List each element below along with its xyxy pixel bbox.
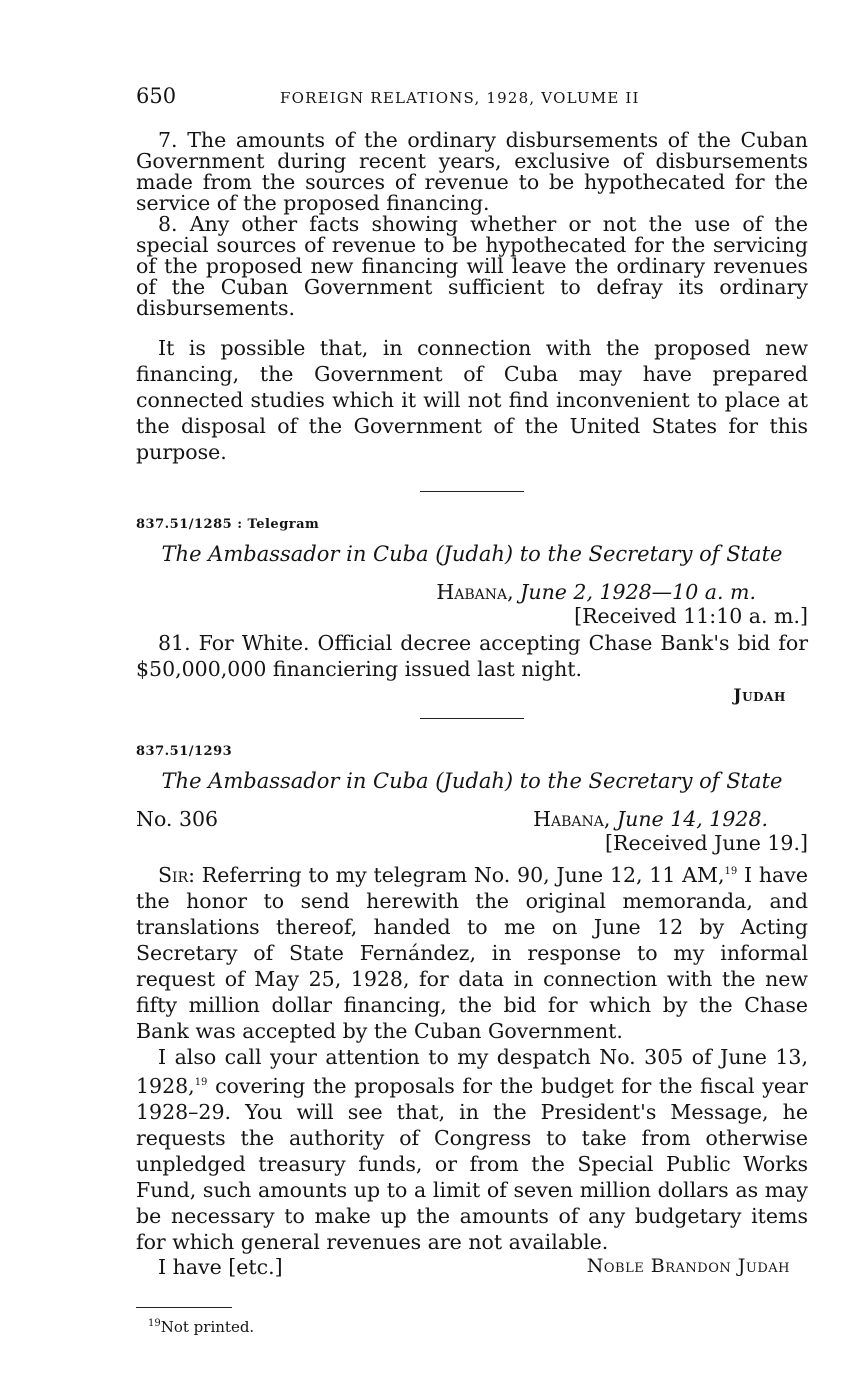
closing-line [136, 1255, 808, 1279]
dateline-date: June 2, 1928—10 a. m. [520, 580, 756, 604]
received-note: [Received 11:10 a. m.] [574, 604, 808, 628]
salutation: Sir: [158, 862, 196, 887]
dateline-place: Habana, [436, 580, 514, 604]
footnote-text: Not printed. [160, 1317, 255, 1336]
dateline [136, 580, 808, 604]
footnote-ref: 19 [194, 1076, 208, 1088]
despatch-paragraph-1: Sir: Referring to my telegram No. 90, June 12, 11 AM,$^{19}$ I have the honor to send herewith the original memoranda, and translations thereof, handed to me on June 12 by Acting Secretary of State Fernández, in response to my informal request of May 25, 1928, for data in connection with the new fifty million dollar financing, the bid for which by the Chase Bank was accepted by the Cuban Government. [136, 862, 808, 1043]
dateline-date: June 14, 1928. [616, 807, 768, 831]
signature-noble-brandon-judah: Noble Brandon Judah [586, 1254, 790, 1277]
document-title: The Ambassador in Cuba (Judah) to the Secretary of State [161, 769, 783, 793]
list-item-7: 7. The amounts of the ordinary disbursements of the Cuban Government during recent years, exclusive of disbursements made from the sources of revenue to be hypothecated for the service of the proposed financing. [136, 128, 808, 215]
telegram-body: 81. For White. Official decree accepting Chase Bank's bid for $50,000,000 financiering issued last night. [136, 631, 808, 681]
footnote [136, 1318, 808, 1336]
footnote-marker: 19 [148, 1317, 161, 1329]
running-header [136, 84, 808, 114]
document-page [136, 84, 808, 1336]
despatch-number: No. 306 [136, 807, 219, 831]
despatch-paragraph-2: I also call your attention to my despatch No. 305 of June 13, 1928,19 covering the proposals for the budget for the fiscal year 1928–29. You will see that, in the President's Message, he requests the authority of Congress to take from otherwise unpledged treasury funds, or from the Special Public Works Fund, such amounts up to a limit of seven million dollars as may be necessary to make up the amounts of any budgetary items for which general revenues are not available. [136, 1044, 808, 1254]
running-title: FOREIGN RELATIONS, 1928, VOLUME II [280, 89, 640, 107]
dateline [533, 807, 808, 831]
document-title: The Ambassador in Cuba (Judah) to the Secretary of State [161, 542, 783, 566]
closing-paragraph: It is possible that, in connection with the proposed new financing, the Government of Cuba may have prepared connected studies which it will not find inconvenient to place at the disposal of the Government of the United States for this purpose. [136, 336, 808, 464]
file-number: 837.51/1285 : Telegram [136, 517, 320, 532]
section-divider [420, 491, 524, 492]
closing-formula: I have [etc.] [158, 1254, 283, 1279]
signature-judah: Judah [733, 686, 786, 706]
footnote-divider [136, 1307, 232, 1308]
list-item-8: 8. Any other facts showing whether or not the use of the special sources of revenue to be hypothecated for the servicing of the proposed new financing will leave the ordinary revenues of the Cuban Government sufficient to defray its ordinary disbursements. [136, 212, 808, 320]
received-note: [Received June 19.] [605, 831, 808, 855]
section-divider [420, 718, 524, 719]
footnote-ref: 19 [724, 866, 738, 877]
despatch-header [136, 807, 808, 831]
dateline-place: Habana, [533, 807, 611, 831]
file-number: 837.51/1293 [136, 744, 233, 759]
page-number: 650 [136, 84, 177, 108]
